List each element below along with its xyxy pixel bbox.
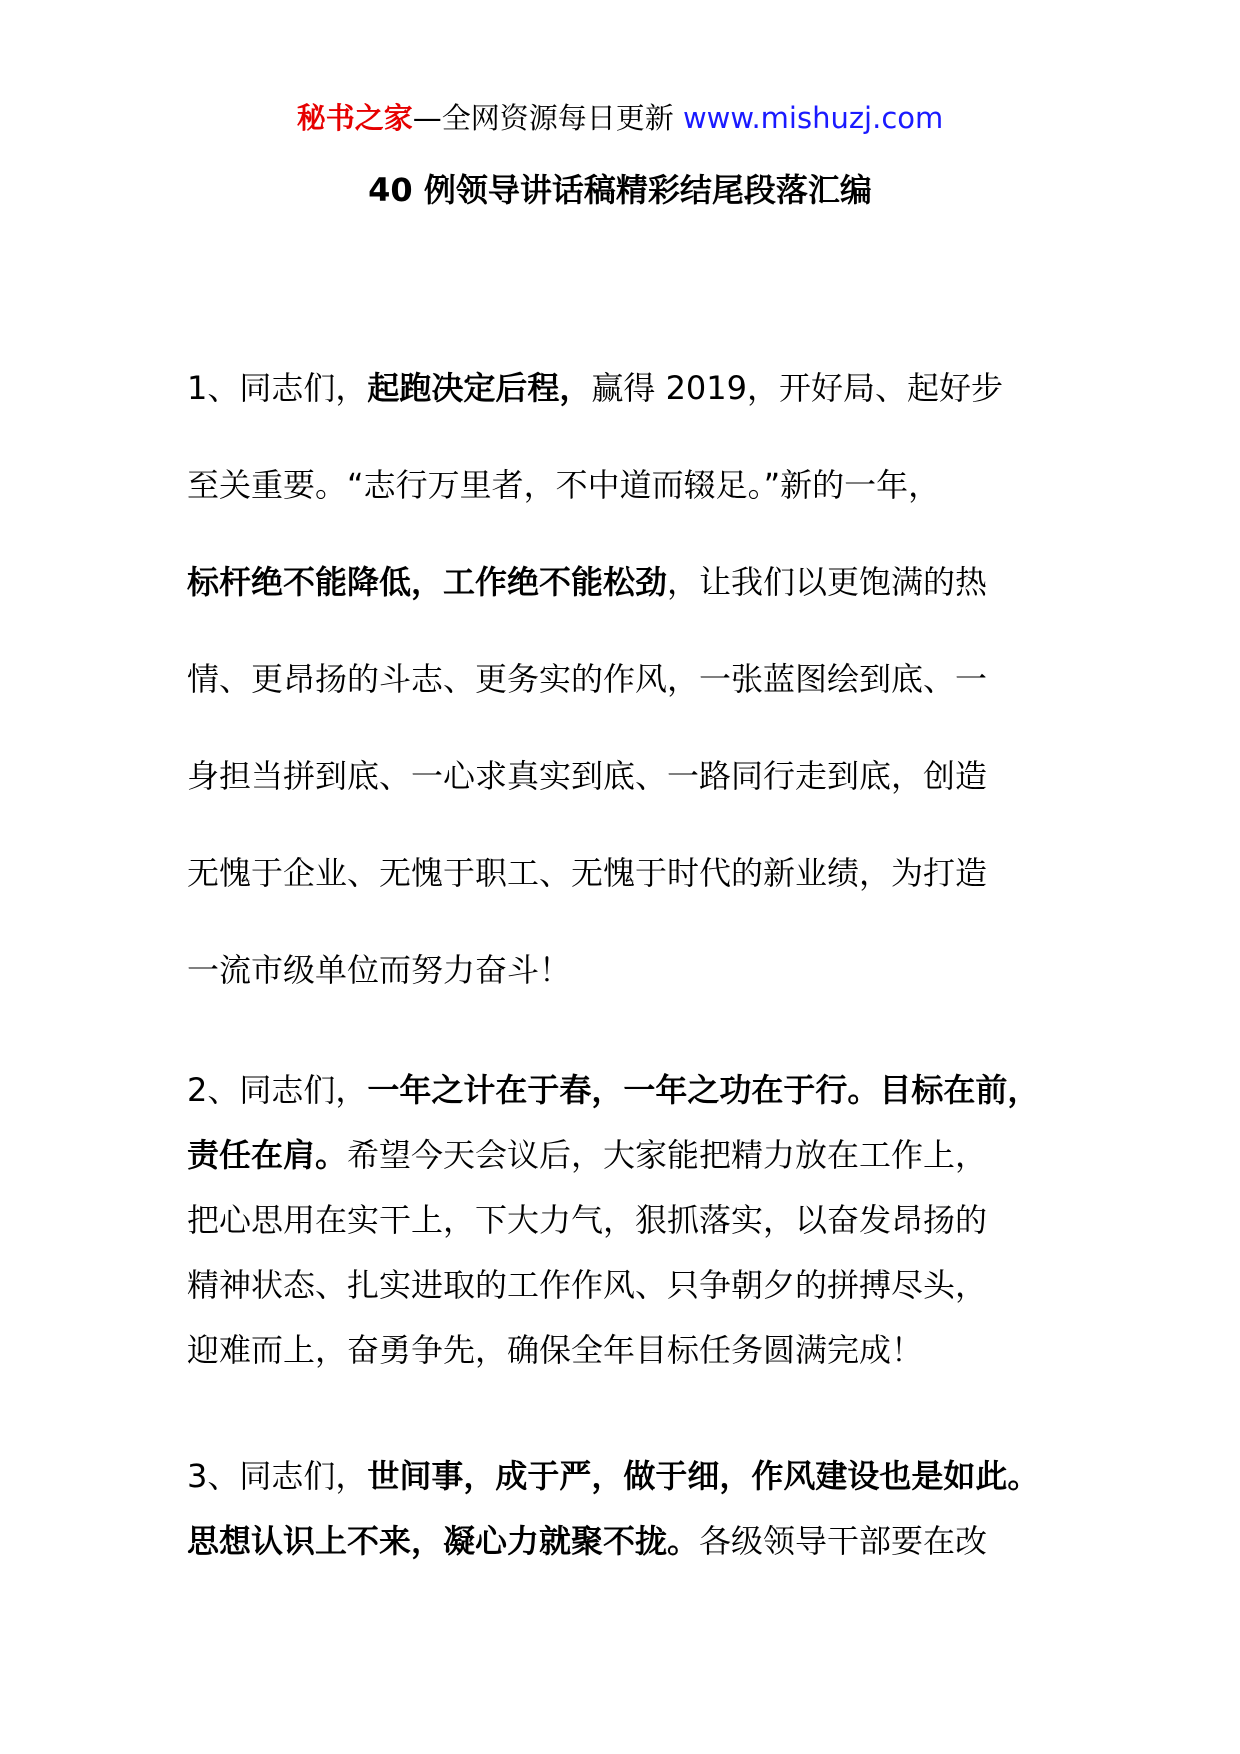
site-tagline: —全网资源每日更新 (412, 101, 683, 135)
paragraph-line (187, 1444, 1057, 1509)
site-brand: 秘书之家 (296, 101, 413, 135)
paragraph-line (187, 534, 1057, 631)
paragraph-2 (187, 1058, 1057, 1383)
body-text: ，让我们以更饱满的热 (667, 563, 988, 601)
body-text: 至关重要。“志行万里者，不中道而辍足。”新的一年， (187, 466, 941, 504)
paragraph-line (187, 1318, 1057, 1383)
body-text: 一流市级单位而努力奋斗！ (187, 951, 572, 989)
paragraph-line (187, 728, 1057, 825)
emphasis-text: 标杆绝不能降低，工作绝不能松劲 (187, 563, 668, 601)
paragraph-line (187, 1253, 1057, 1318)
body-text: 3、同志们， (187, 1457, 368, 1495)
body-text: 精神状态、扎实进取的工作作风、只争朝夕的拼搏尽头， (187, 1266, 988, 1304)
paragraph-line (187, 922, 1057, 1019)
site-url-link[interactable]: www.mishuzj.com (682, 101, 944, 135)
emphasis-text: 起跑决定后程， (367, 369, 592, 407)
emphasis-text: 责任在肩。 (187, 1136, 348, 1174)
document-title: 40 例领导讲话稿精彩结尾段落汇编 (368, 171, 872, 209)
body-text: 1、同志们， (187, 369, 368, 407)
body-text: 身担当拼到底、一心求真实到底、一路同行走到底，创造 (187, 757, 988, 795)
body-text: 情、更昂扬的斗志、更务实的作风，一张蓝图绘到底、一 (187, 660, 988, 698)
body-text: 赢得 2019，开好局、起好步 (591, 369, 1004, 407)
paragraph-line (187, 437, 1057, 534)
paragraph-line (187, 1188, 1057, 1253)
emphasis-text: 思想认识上不来，凝心力就聚不拢。 (187, 1522, 700, 1560)
emphasis-text: 世间事，成于严，做于细，作风建设也是如此。 (367, 1457, 1040, 1495)
paragraph-line (187, 340, 1057, 437)
paragraph-line (187, 1123, 1057, 1188)
paragraph-1 (187, 340, 1057, 1019)
emphasis-text: 一年之计在于春，一年之功在于行。目标在前， (367, 1071, 1040, 1109)
body-text: 各级领导干部要在改 (699, 1522, 988, 1560)
paragraph-line (187, 631, 1057, 728)
paragraph-line (187, 825, 1057, 922)
body-text: 无愧于企业、无愧于职工、无愧于时代的新业绩，为打造 (187, 854, 988, 892)
body-text: 迎难而上，奋勇争先，确保全年目标任务圆满完成！ (187, 1331, 924, 1369)
body-text: 希望今天会议后，大家能把精力放在工作上， (347, 1136, 988, 1174)
body-text: 把心思用在实干上，下大力气，狠抓落实，以奋发昂扬的 (187, 1201, 988, 1239)
body-text: 2、同志们， (187, 1071, 368, 1109)
paragraph-line (187, 1058, 1057, 1123)
paragraph-3 (187, 1444, 1057, 1574)
site-header (0, 98, 1240, 138)
paragraph-line (187, 1509, 1057, 1574)
